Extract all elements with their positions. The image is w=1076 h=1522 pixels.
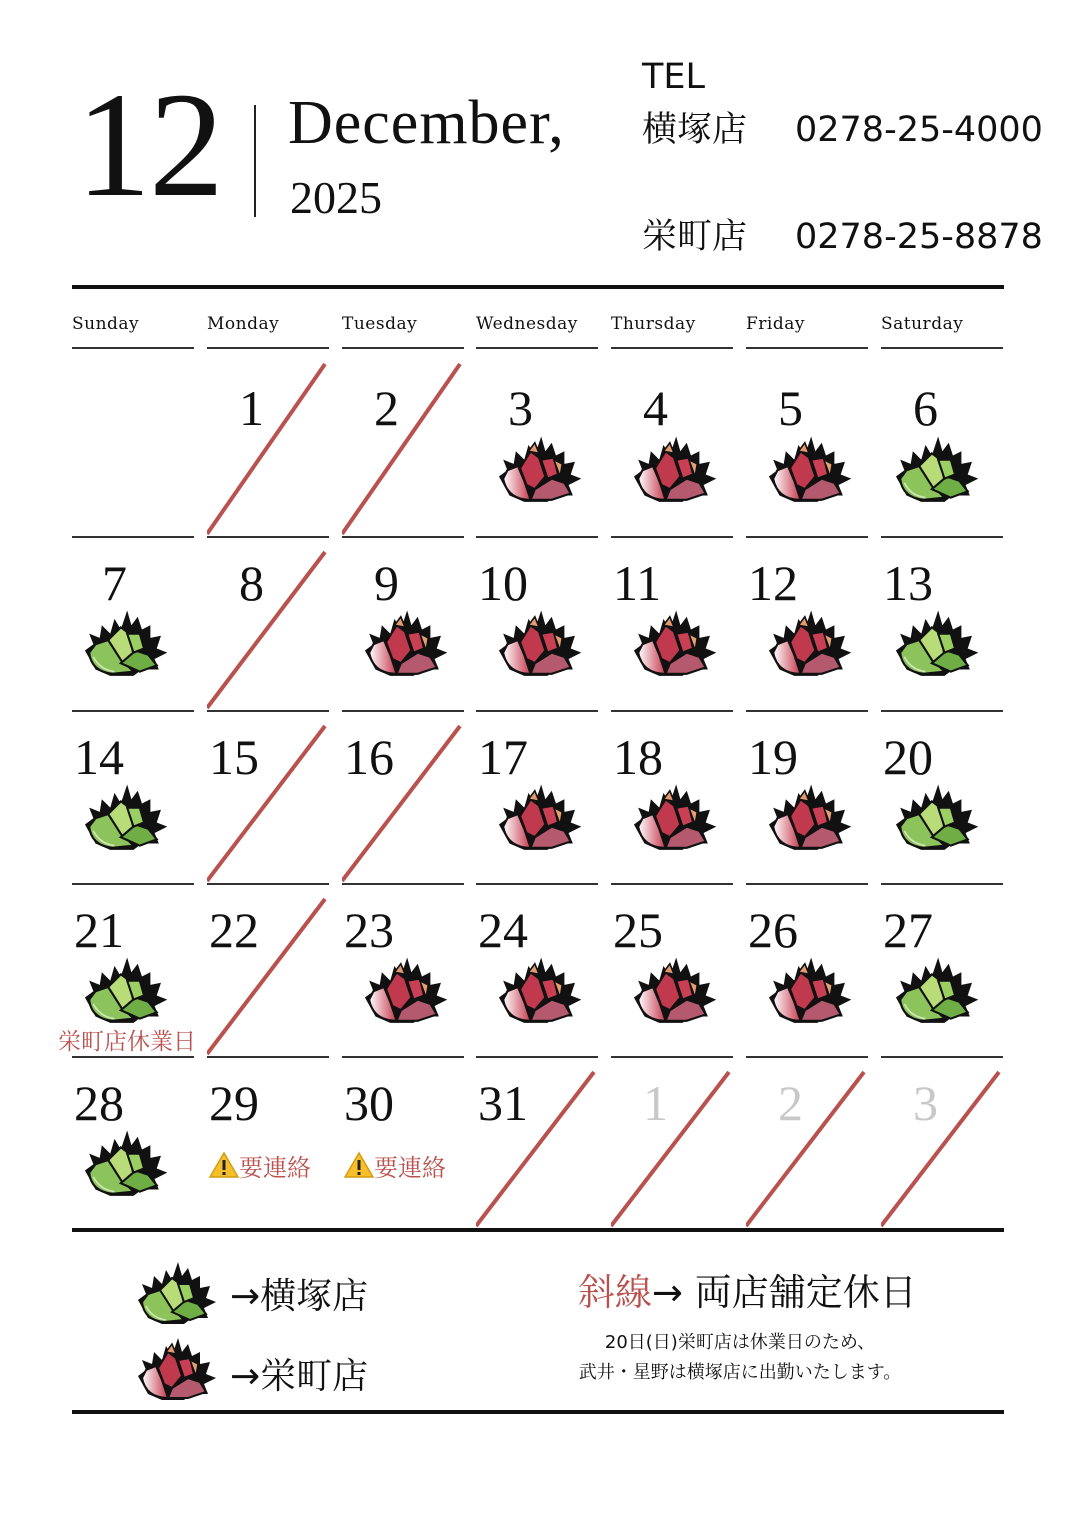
header-divider <box>254 105 256 217</box>
store-sakaemachi-tel <box>642 217 1043 257</box>
cell-divider <box>342 883 464 885</box>
sakaemachi-plant-icon <box>627 428 719 504</box>
weekday-underline <box>881 347 1003 349</box>
cell-divider <box>72 536 194 538</box>
weekday-monday: Monday <box>207 314 280 334</box>
legend-green-plant-icon <box>132 1254 218 1326</box>
closed-day-slash <box>881 1056 1013 1228</box>
warning-text: 要連絡 <box>374 1154 446 1182</box>
calendar-bottom-rule <box>72 1228 1004 1232</box>
cell-divider <box>342 1056 464 1058</box>
closed-day-slash <box>207 348 339 536</box>
sakaemachi-plant-icon <box>627 602 719 678</box>
sakaemachi-plant-icon <box>762 428 854 504</box>
sakaemachi-plant-icon <box>492 428 584 504</box>
cell-divider <box>72 1056 194 1058</box>
yokozuka-plant-icon <box>889 428 981 504</box>
day-number: 7 <box>102 555 127 611</box>
notice-line-2: 武井・星野は横塚店に出勤いたします。 <box>578 1362 902 1383</box>
year: 2025 <box>290 172 382 223</box>
cell-divider <box>476 536 598 538</box>
weekday-underline <box>476 347 598 349</box>
contact-required-warning <box>344 1148 446 1183</box>
sakaemachi-plant-icon <box>762 949 854 1025</box>
closed-day-slash <box>207 536 339 710</box>
day-number: 9 <box>374 555 399 611</box>
cell-divider <box>342 536 464 538</box>
day-number: 15 <box>209 729 259 785</box>
yokozuka-plant-icon <box>78 1122 170 1198</box>
closed-day-slash <box>611 1056 743 1228</box>
cell-divider <box>72 883 194 885</box>
sakaemachi-plant-icon <box>358 602 450 678</box>
weekday-underline <box>611 347 733 349</box>
day-number: 30 <box>344 1075 394 1131</box>
day-number: 2 <box>374 380 399 436</box>
weekday-tuesday: Tuesday <box>342 314 418 334</box>
weekday-friday: Friday <box>746 314 805 334</box>
yokozuka-plant-icon <box>889 776 981 852</box>
closed-day-slash <box>342 348 474 536</box>
day-number: 17 <box>478 729 528 785</box>
day-number: 10 <box>478 555 528 611</box>
month-number: 12 <box>76 62 222 228</box>
weekday-saturday: Saturday <box>881 314 964 334</box>
legend-red-plant-icon <box>132 1330 218 1402</box>
cell-divider <box>746 883 868 885</box>
cell-divider <box>207 1056 329 1058</box>
cell-divider <box>746 536 868 538</box>
day-number: 4 <box>643 380 668 436</box>
sakaemachi-plant-icon <box>492 602 584 678</box>
warning-icon <box>209 1151 239 1179</box>
store-yokozuka-tel <box>642 110 1043 150</box>
footer-rule <box>72 1410 1004 1414</box>
day-number: 5 <box>778 380 803 436</box>
legend-red-label: →栄町店 <box>230 1356 369 1397</box>
cell-divider <box>611 883 733 885</box>
day-number: 13 <box>883 555 933 611</box>
day-number: 1 <box>239 380 264 436</box>
cell-divider <box>611 710 733 712</box>
store-yokozuka-phone[interactable]: 0278-25-4000 <box>795 110 1043 150</box>
day-number: 19 <box>748 729 798 785</box>
day-number: 6 <box>913 380 938 436</box>
day-number: 26 <box>748 902 798 958</box>
weekday-wednesday: Wednesday <box>476 314 578 334</box>
cell-divider <box>746 710 868 712</box>
weekday-thursday: Thursday <box>611 314 696 334</box>
day-number: 2 <box>778 1075 803 1131</box>
yokozuka-plant-icon <box>78 602 170 678</box>
day-number: 24 <box>478 902 528 958</box>
yokozuka-plant-icon <box>78 949 170 1025</box>
top-rule <box>72 285 1004 289</box>
closed-day-slash <box>342 710 474 883</box>
yokozuka-plant-icon <box>889 949 981 1025</box>
legend-green-label: →横塚店 <box>230 1276 369 1317</box>
store-sakaemachi-phone[interactable]: 0278-25-8878 <box>795 217 1043 257</box>
warning-text: 要連絡 <box>239 1154 311 1182</box>
cell-divider <box>476 710 598 712</box>
legend-slash-rest: → 両店舗定休日 <box>652 1271 917 1314</box>
day-number: 25 <box>613 902 663 958</box>
day-number: 14 <box>74 729 124 785</box>
day-number: 20 <box>883 729 933 785</box>
sakaemachi-plant-icon <box>492 776 584 852</box>
weekday-underline <box>746 347 868 349</box>
cell-divider <box>611 536 733 538</box>
day-number: 29 <box>209 1075 259 1131</box>
sakaemachi-plant-icon <box>627 949 719 1025</box>
closed-day-slash <box>207 883 339 1056</box>
day-number: 28 <box>74 1075 124 1131</box>
day-number: 21 <box>74 902 124 958</box>
cell-divider <box>476 883 598 885</box>
cell-divider <box>881 883 1003 885</box>
closed-day-slash <box>746 1056 878 1228</box>
day-number: 8 <box>239 555 264 611</box>
closed-day-slash <box>476 1056 608 1228</box>
warning-icon <box>344 1151 374 1179</box>
cell-divider <box>881 536 1003 538</box>
sakaemachi-plant-icon <box>762 602 854 678</box>
day-number: 16 <box>344 729 394 785</box>
tel-label: TEL <box>642 57 705 97</box>
contact-required-warning <box>209 1148 311 1183</box>
day-number: 3 <box>913 1075 938 1131</box>
store-sakaemachi-name: 栄町店 <box>642 217 748 257</box>
cell-divider <box>881 710 1003 712</box>
day-number: 12 <box>748 555 798 611</box>
legend-slash-word: 斜線 <box>578 1271 652 1314</box>
day-number: 22 <box>209 902 259 958</box>
sakaemachi-plant-icon <box>762 776 854 852</box>
yokozuka-plant-icon <box>889 602 981 678</box>
sakaemachi-plant-icon <box>627 776 719 852</box>
cell-divider <box>72 710 194 712</box>
closed-day-slash <box>207 710 339 883</box>
day-number: 11 <box>613 555 662 611</box>
day-number: 18 <box>613 729 663 785</box>
day-number: 1 <box>643 1075 668 1131</box>
month-name: December, <box>288 89 565 157</box>
closed-notice: 栄町店休業日 <box>58 1029 196 1055</box>
day-number: 23 <box>344 902 394 958</box>
day-number: 31 <box>478 1075 528 1131</box>
notice-line-1: 20日(日)栄町店は休業日のため、 <box>604 1332 876 1353</box>
weekday-sunday: Sunday <box>72 314 140 334</box>
weekday-underline <box>72 347 194 349</box>
sakaemachi-plant-icon <box>492 949 584 1025</box>
day-number: 3 <box>508 380 533 436</box>
sakaemachi-plant-icon <box>358 949 450 1025</box>
legend-slash-explanation <box>578 1262 917 1316</box>
store-yokozuka-name: 横塚店 <box>642 110 748 150</box>
day-number: 27 <box>883 902 933 958</box>
yokozuka-plant-icon <box>78 776 170 852</box>
